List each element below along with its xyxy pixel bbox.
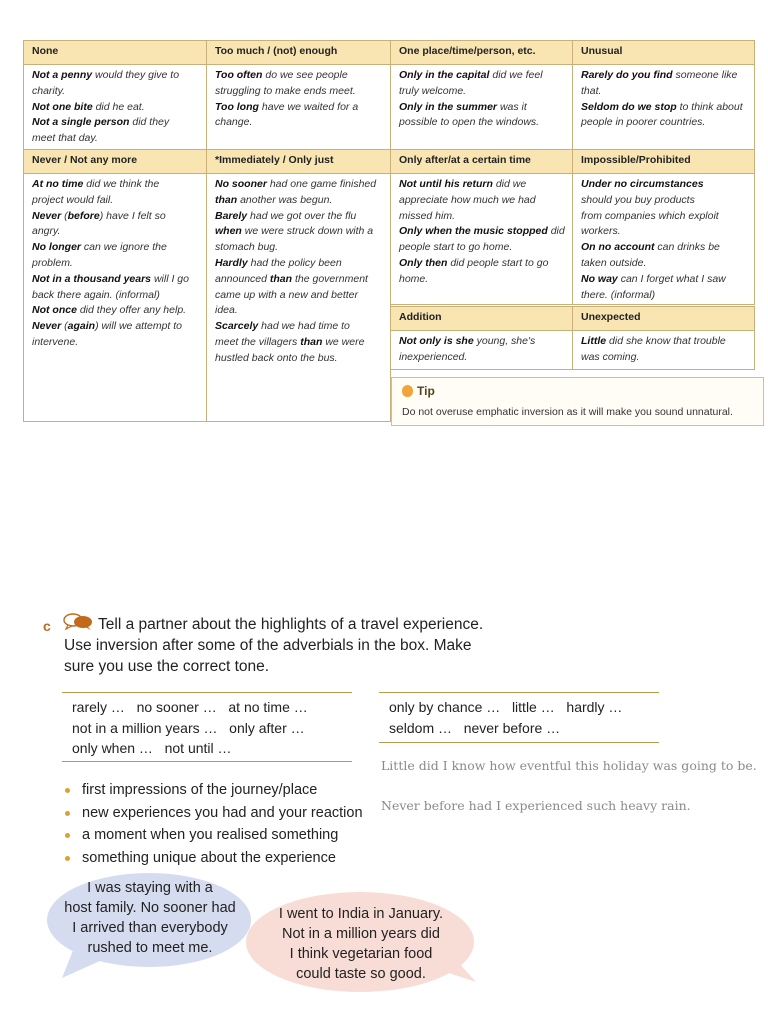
speech-bubble-right xyxy=(255,904,467,984)
example-line: Not only is she young, she's xyxy=(399,335,536,347)
list-item: something unique about the experience xyxy=(62,847,363,870)
example-line: workers. xyxy=(581,225,621,238)
example-line: stomach bug. xyxy=(215,241,279,254)
cell-never xyxy=(23,173,207,422)
header-too-much: Too much / (not) enough xyxy=(206,40,391,65)
example-line: Hardly had the policy been xyxy=(215,256,342,269)
example-line: Only in the capital did we feel xyxy=(399,69,543,81)
list-item: first impressions of the journey/place xyxy=(62,779,363,802)
example-line: Barely had we got over the flu xyxy=(215,209,357,222)
example-line: Only in the summer was it xyxy=(399,100,527,113)
example-line: came up with a new and better xyxy=(215,288,359,301)
example-line: project would fail. xyxy=(32,193,114,206)
bubble-line: host family. No sooner had xyxy=(64,900,236,916)
example-line: idea. xyxy=(215,304,238,317)
adverbials-line: not in a million years … only after … xyxy=(72,719,305,736)
example-line: Not one bite did he eat. xyxy=(32,100,145,113)
example-line: No sooner had one game finished xyxy=(215,178,377,190)
header-impossible: Impossible/Prohibited xyxy=(572,149,755,174)
exercise-instruction: Tell a partner about the highlights of a travel experience. Use inversion after some of the adverbials in the box. Make sure you use the correct tone. xyxy=(64,616,484,675)
cell-immediately xyxy=(206,173,391,422)
example-line: there. (informal) xyxy=(581,288,656,301)
example-line: people in poorer countries. xyxy=(581,116,706,129)
bubble-line: I think vegetarian food xyxy=(289,946,433,962)
example-line: that. xyxy=(581,84,602,97)
cell-none xyxy=(23,64,207,150)
speech-bubble-left xyxy=(50,878,250,958)
example-line: angry. xyxy=(32,225,61,238)
example-line: people start to go home. xyxy=(399,241,513,254)
example-line: Never (before) have I felt so xyxy=(32,209,166,222)
example-line: struggling to make ends meet. xyxy=(215,84,356,97)
tip-title-text: Tip xyxy=(417,384,435,398)
example-line: Never (again) will we attempt to xyxy=(32,320,183,333)
header-one-place: One place/time/person, etc. xyxy=(390,40,573,65)
header-unusual: Unusual xyxy=(572,40,755,65)
adverbials-line: seldom … never before … xyxy=(389,719,561,736)
example-line: On no account can drinks be xyxy=(581,241,720,254)
example-line: Little did she know that trouble xyxy=(581,335,726,347)
example-line: home. xyxy=(399,272,429,285)
cell-too-much xyxy=(206,64,391,150)
example-line: taken outside. xyxy=(581,256,647,269)
example-sentence: Never before had I experienced such heavy rain. xyxy=(381,798,691,813)
example-line: Seldom do we stop to think about xyxy=(581,100,743,113)
cell-impossible xyxy=(572,173,755,305)
example-line: Only when the music stopped did xyxy=(399,225,565,238)
tip-title xyxy=(402,384,435,398)
example-line: Too long have we waited for a xyxy=(215,100,359,113)
example-sentence: Little did I know how eventful this holiday was going to be. xyxy=(381,758,757,773)
adverbials-line: only when … not until … xyxy=(72,740,232,756)
example-line: should you buy products xyxy=(581,193,695,206)
example-line: Scarcely had we had time to xyxy=(215,320,350,333)
header-only-after: Only after/at a certain time xyxy=(390,149,573,174)
list-item: a moment when you realised something xyxy=(62,824,363,847)
cell-unexpected xyxy=(572,330,755,370)
example-line: meet that day. xyxy=(32,132,98,145)
adverbials-box-right xyxy=(379,692,659,743)
header-addition: Addition xyxy=(390,306,573,331)
adverbials-line: rarely … no sooner … at no time … xyxy=(72,699,308,715)
example-line: announced than the government xyxy=(215,272,368,285)
tip-pin-icon xyxy=(402,385,413,397)
example-line: missed him. xyxy=(399,209,456,222)
example-line: Not a penny would they give to xyxy=(32,69,180,81)
header-unexpected: Unexpected xyxy=(572,306,755,331)
example-line: was coming. xyxy=(581,350,640,363)
bubble-line: I arrived than everybody xyxy=(72,920,228,936)
example-line: than another was begun. xyxy=(215,193,333,206)
prompt-list xyxy=(62,779,363,869)
header-none: None xyxy=(23,40,207,65)
example-line: Not until his return did we xyxy=(399,178,527,190)
cell-only-after xyxy=(390,173,573,305)
example-line: Not in a thousand years will I go xyxy=(32,272,189,285)
exercise-letter: c xyxy=(43,618,51,634)
cell-unusual xyxy=(572,64,755,150)
example-line: Rarely do you find someone like xyxy=(581,69,738,81)
example-line: Only then did people start to go xyxy=(399,256,549,269)
example-line: problem. xyxy=(32,256,73,269)
example-line: hustled back onto the bus. xyxy=(215,351,338,364)
example-line: charity. xyxy=(32,84,66,97)
example-line: truly welcome. xyxy=(399,84,467,97)
bubble-line: Not in a million years did xyxy=(282,926,440,942)
header-never: Never / Not any more xyxy=(23,149,207,174)
bubble-line: I was staying with a xyxy=(87,880,213,896)
cell-one-place xyxy=(390,64,573,150)
adverbials-box-left xyxy=(62,692,352,762)
adverbials-line: only by chance … little … hardly … xyxy=(389,699,623,715)
tip-box xyxy=(391,377,764,426)
example-line: inexperienced. xyxy=(399,350,468,363)
cell-addition xyxy=(390,330,573,370)
example-line: At no time did we think the xyxy=(32,178,160,190)
list-item: new experiences you had and your reaction xyxy=(62,802,363,825)
bubble-line: I went to India in January. xyxy=(278,906,444,922)
example-line: Too often do we see people xyxy=(215,69,348,81)
example-line: No longer can we ignore the xyxy=(32,241,167,254)
example-line: appreciate how much we had xyxy=(399,193,536,206)
example-line: when we were struck down with a xyxy=(215,225,374,238)
example-line: Not once did they offer any help. xyxy=(32,304,187,317)
example-line: back there again. (informal) xyxy=(32,288,160,301)
example-line: intervene. xyxy=(32,335,79,348)
example-line: Under no circumstances xyxy=(581,178,704,190)
tip-text: Do not overuse emphatic inversion as it will make you sound unnatural. xyxy=(402,406,733,418)
example-line: Not a single person did they xyxy=(32,116,170,129)
header-immediately: *Immediately / Only just xyxy=(206,149,391,174)
example-line: from companies which exploit xyxy=(581,209,719,222)
example-line: No way can I forget what I saw xyxy=(581,272,726,285)
bubble-line: could taste so good. xyxy=(296,966,426,982)
bubble-line: rushed to meet me. xyxy=(87,940,213,956)
example-line: possible to open the windows. xyxy=(399,116,540,129)
example-line: change. xyxy=(215,116,253,129)
example-line: meet the villagers than we were xyxy=(215,335,365,348)
